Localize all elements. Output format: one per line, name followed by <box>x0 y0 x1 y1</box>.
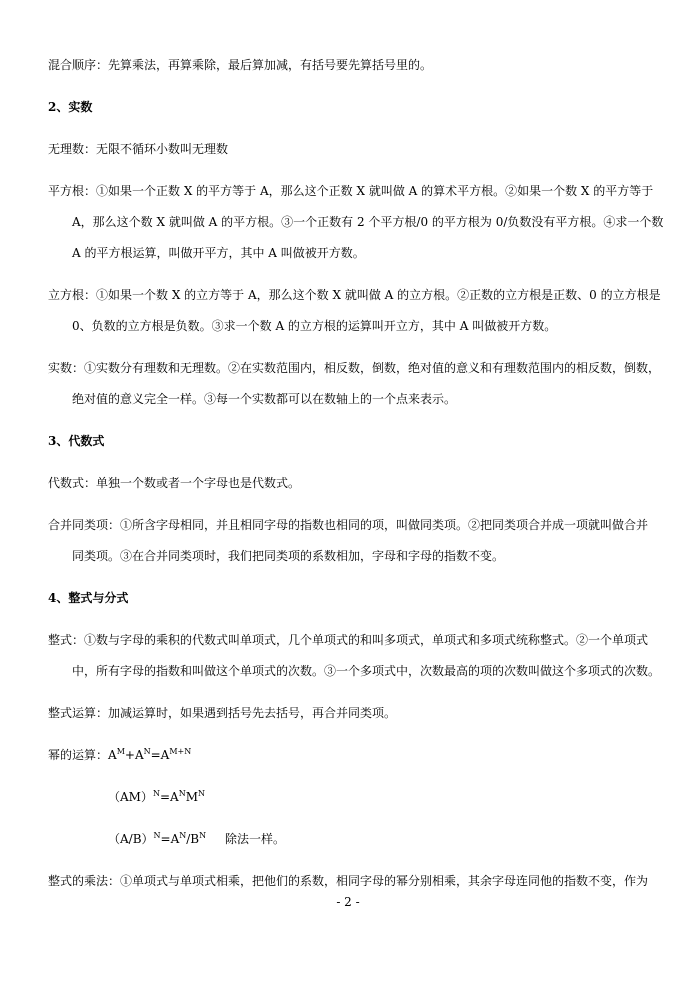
formula-term: A <box>108 748 117 762</box>
document-page <box>0 50 696 908</box>
paragraph-line: 0、负数的立方根是负数。③求一个数 A 的立方根的运算叫开立方，其中 A 叫做被开方数。 <box>72 319 557 333</box>
paragraph-line: 整式的乘法：①单项式与单项式相乘，把他们的系数，相同字母的幂分别相乘，其余字母连同他的指数不变，作为 <box>48 874 649 888</box>
formula-label: 幂的运算： <box>48 748 109 762</box>
paragraph-line: A 的平方根运算，叫做开平方，其中 A 叫做被开方数。 <box>72 246 365 260</box>
paragraph-line: A，那么这个数 X 就叫做 A 的平方根。③一个正数有 2 个平方根/0 的平方根为 0/负数没有平方根。④求一个数 <box>72 215 664 229</box>
formula-exponent: N <box>143 747 151 756</box>
paragraph-line: 实数：①实数分有理数和无理数。②在实数范围内，相反数，倒数，绝对值的意义和有理数范围内的相反数，倒数， <box>48 361 661 375</box>
formula-term: =A <box>160 832 180 846</box>
paragraph-multiplication <box>0 866 696 897</box>
formula-term: =A <box>159 790 179 804</box>
paragraph-real-number <box>0 353 696 415</box>
paragraph-operations <box>0 698 696 729</box>
formula-term: M <box>185 790 198 804</box>
paragraph-cube-root <box>0 280 696 342</box>
paragraph-line: 合并同类项：①所含字母相同，并且相同字母的指数也相同的项，叫做同类项。②把同类项合并成一项就叫做合并 <box>48 518 649 532</box>
formula-exponent: N <box>152 789 160 798</box>
formula-line <box>0 782 696 813</box>
paragraph-line: 立方根：①如果一个数 X 的立方等于 A，那么这个数 X 就叫做 A 的立方根。②正数的立方根是正数、0 的立方根是 <box>48 288 661 302</box>
paragraph-line: 混合顺序：先算乘法，再算乘除，最后算加减，有括号要先算括号里的。 <box>48 58 433 72</box>
paragraph-polynomial <box>0 625 696 687</box>
formula-exponent: N <box>198 789 205 798</box>
section-heading-algebraic <box>0 426 696 457</box>
section-heading: 4、整式与分式 <box>48 591 129 605</box>
paragraph-line: 平方根：①如果一个正数 X 的平方等于 A，那么这个正数 X 就叫做 A 的算术平方根。②如果一个数 X 的平方等于 <box>48 184 654 198</box>
formula-exponent: N <box>153 831 161 840</box>
paragraph-line: 中，所有字母的指数和叫做这个单项式的次数。③一个多项式中，次数最高的项的次数叫做这个多项式的次数。 <box>72 664 661 678</box>
formula-exponent: M+N <box>169 747 192 756</box>
paragraph-line: 同类项。③在合并同类项时，我们把同类项的系数相加，字母和字母的指数不变。 <box>72 549 505 563</box>
formula-term: +A <box>124 748 144 762</box>
paragraph-line: 绝对值的意义完全一样。③每一个实数都可以在数轴上的一个点来表示。 <box>72 392 457 406</box>
paragraph-line: 整式：①数与字母的乘积的代数式叫单项式，几个单项式的和叫多项式，单项式和多项式统称整式。②一个单项式 <box>48 633 649 647</box>
paragraph-square-root <box>0 176 696 269</box>
formula-term: （A/B） <box>108 832 154 846</box>
paragraph-line: 整式运算：加减运算时，如果遇到括号先去括号，再合并同类项。 <box>48 706 397 720</box>
formula-term: /B <box>186 832 200 846</box>
paragraph-line: 无理数：无限不循环小数叫无理数 <box>48 142 229 156</box>
section-heading: 3、代数式 <box>48 434 105 448</box>
formula-term: （AM） <box>108 790 153 804</box>
page-number: - 2 - <box>336 895 360 909</box>
paragraph-irrational <box>0 134 696 165</box>
section-heading: 2、实数 <box>48 100 93 114</box>
formula-power-rule-2 <box>0 782 696 813</box>
paragraph-algebraic-expression <box>0 468 696 499</box>
formula-exponent: N <box>178 789 186 798</box>
section-heading-real-numbers <box>0 92 696 123</box>
formula-line <box>0 824 696 855</box>
paragraph-mixed-order <box>0 50 696 81</box>
formula-exponent: N <box>179 831 187 840</box>
formula-power-rule-3 <box>0 824 696 855</box>
formula-line <box>0 740 696 771</box>
paragraph-line: 代数式：单独一个数或者一个字母也是代数式。 <box>48 476 301 490</box>
formula-note: 除法一样。 <box>225 832 286 846</box>
formula-term: =A <box>150 748 170 762</box>
section-heading-polynomial <box>0 583 696 614</box>
formula-exponent: N <box>199 831 207 840</box>
formula-power-rule-1 <box>0 740 696 771</box>
paragraph-like-terms <box>0 510 696 572</box>
formula-exponent: M <box>116 747 125 756</box>
